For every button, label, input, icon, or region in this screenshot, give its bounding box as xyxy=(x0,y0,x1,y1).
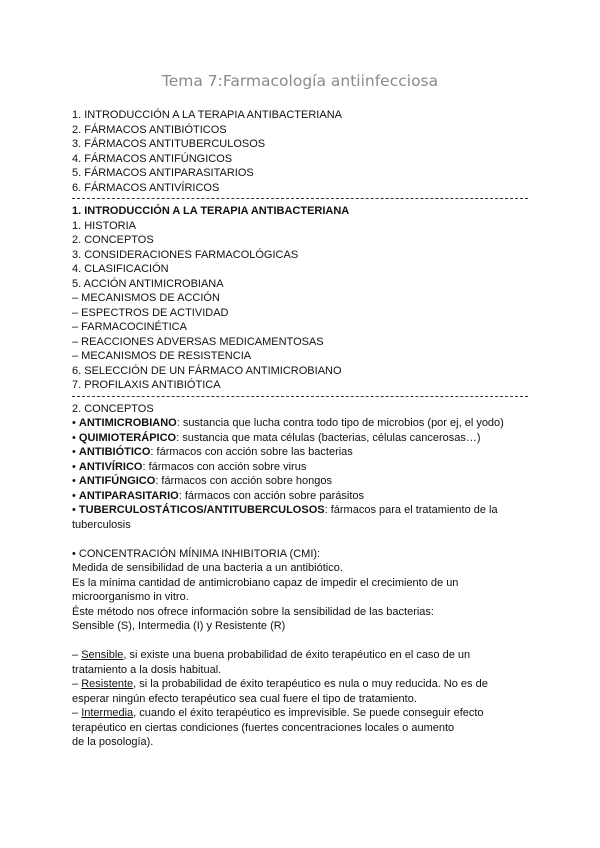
outline-item: – MECANISMOS DE ACCIÓN xyxy=(72,292,220,304)
bullet: • xyxy=(72,417,79,429)
outline-item: 1. HISTORIA xyxy=(72,219,136,232)
definition: : sustancia que mata células (bacterias, células cancerosas…) xyxy=(176,431,481,444)
toc-item: 6. FÁRMACOS ANTIVÍRICOS xyxy=(72,181,220,194)
bullet: • xyxy=(72,475,79,487)
bullet: • xyxy=(72,489,79,502)
definition-item xyxy=(72,460,532,475)
outline-item: 3. CONSIDERACIONES FARMACOLÓGICAS xyxy=(72,248,299,261)
cmi-line: Es la mínima cantidad de antimicrobiano capaz de impedir el crecimiento de un xyxy=(72,576,459,589)
cmi-line: microorganismo in vitro. xyxy=(72,591,189,603)
outline-item: 4. CLASIFICACIÓN xyxy=(72,263,169,275)
sensible-term: Sensible xyxy=(81,649,124,661)
bullet: • xyxy=(72,446,79,458)
outline-item: – MECANISMOS DE RESISTENCIA xyxy=(72,350,252,362)
toc-item: 2. FÁRMACOS ANTIBIÓTICOS xyxy=(72,123,227,136)
intermedia-paragraph xyxy=(72,706,532,721)
section-2 xyxy=(72,402,532,750)
toc-item: 1. INTRODUCCIÓN A LA TERAPIA ANTIBACTERIANA xyxy=(72,109,342,121)
definition-continuation: tuberculosis xyxy=(72,518,131,531)
outline-item: 5. ACCIÓN ANTIMICROBIANA xyxy=(72,277,224,290)
intermedia-continuation: terapéutico en ciertas condiciones (fuertes concentraciones locales o aumento xyxy=(72,721,455,734)
definition-item xyxy=(72,431,532,446)
resistente-paragraph xyxy=(72,677,532,692)
term: ANTIFÚNGICO xyxy=(78,475,156,487)
dash: – xyxy=(72,649,82,661)
bullet: • xyxy=(72,504,79,516)
cmi-line: Medida de sensibilidad de una bacteria a un antibiótico. xyxy=(72,562,343,574)
table-of-contents xyxy=(72,108,532,195)
outline-item: 7. PROFILAXIS ANTIBIÓTICA xyxy=(72,379,221,391)
term: QUIMIOTERÁPICO xyxy=(78,431,177,444)
toc-item: 3. FÁRMACOS ANTITUBERCULOSOS xyxy=(72,138,266,150)
intermedia-text: , cuando el éxito terapéutico es imprevisible. Se puede conseguir efecto xyxy=(133,707,484,719)
resistente-text: , si la probabilidad de éxito terapéutico es nula o muy reducida. No es de xyxy=(133,678,488,690)
definition-item xyxy=(72,445,532,460)
sensible-text: , si existe una buena probabilidad de éxito terapéutico en el caso de un xyxy=(123,649,471,661)
resistente-term: Resistente xyxy=(81,678,134,690)
definition: : fármacos con acción sobre virus xyxy=(142,460,307,473)
dash: – xyxy=(72,678,82,690)
definition-item xyxy=(72,503,532,518)
outline-item: 6. SELECCIÓN DE UN FÁRMACO ANTIMICROBIANO xyxy=(72,364,342,377)
outline-item: – ESPECTROS DE ACTIVIDAD xyxy=(72,306,229,319)
term: ANTIPARASITARIO xyxy=(78,489,179,502)
term: TUBERCULOSTÁTICOS/ANTITUBERCULOSOS xyxy=(78,504,325,516)
section-1-heading: 1. INTRODUCCIÓN A LA TERAPIA ANTIBACTERIANA xyxy=(72,205,350,217)
definition: : sustancia que lucha contra todo tipo de microbios (por ej, el yodo) xyxy=(176,417,504,429)
definition-item xyxy=(72,474,532,489)
term: ANTIBIÓTICO xyxy=(78,446,151,458)
definition-item xyxy=(72,489,532,504)
divider xyxy=(72,198,528,200)
intermedia-term: Intermedia xyxy=(81,707,134,719)
term: ANTIVÍRICO xyxy=(78,460,143,473)
intermedia-continuation: de la posología). xyxy=(72,736,154,748)
definition: : fármacos para el tratamiento de la xyxy=(324,504,498,516)
section-1 xyxy=(72,204,532,393)
outline-item: 2. CONCEPTOS xyxy=(72,234,154,246)
document-title: Tema 7:Farmacología antiinfecciosa xyxy=(161,72,439,90)
outline-item: – REACCIONES ADVERSAS MEDICAMENTOSAS xyxy=(72,335,324,348)
bullet: • xyxy=(72,431,79,444)
dash: – xyxy=(72,707,82,719)
cmi-line: Sensible (S), Intermedia (I) y Resistente (R) xyxy=(72,620,286,632)
definition: : fármacos con acción sobre parásitos xyxy=(178,489,364,502)
definition: : fármacos con acción sobre las bacterias xyxy=(150,446,353,458)
section-2-heading: 2. CONCEPTOS xyxy=(72,402,154,415)
definition: : fármacos con acción sobre hongos xyxy=(155,475,333,487)
toc-item: 4. FÁRMACOS ANTIFÚNGICOS xyxy=(72,152,233,165)
term: ANTIMICROBIANO xyxy=(78,417,177,429)
cmi-title: • CONCENTRACIÓN MÍNIMA INHIBITORIA (CMI): xyxy=(72,547,321,560)
divider xyxy=(72,396,528,398)
document-body xyxy=(72,108,532,750)
resistente-continuation: esperar ningún efecto terapéutico sea cual fuere el tipo de tratamiento. xyxy=(72,692,417,705)
toc-item: 5. FÁRMACOS ANTIPARASITARIOS xyxy=(72,167,254,179)
outline-item: – FARMACOCINÉTICA xyxy=(72,321,187,333)
sensible-continuation: tratamiento a la dosis habitual. xyxy=(72,663,222,676)
bullet: • xyxy=(72,460,79,473)
sensible-paragraph xyxy=(72,648,532,663)
definition-item xyxy=(72,416,532,431)
cmi-line: Éste método nos ofrece información sobre la sensibilidad de las bacterias: xyxy=(72,605,434,618)
